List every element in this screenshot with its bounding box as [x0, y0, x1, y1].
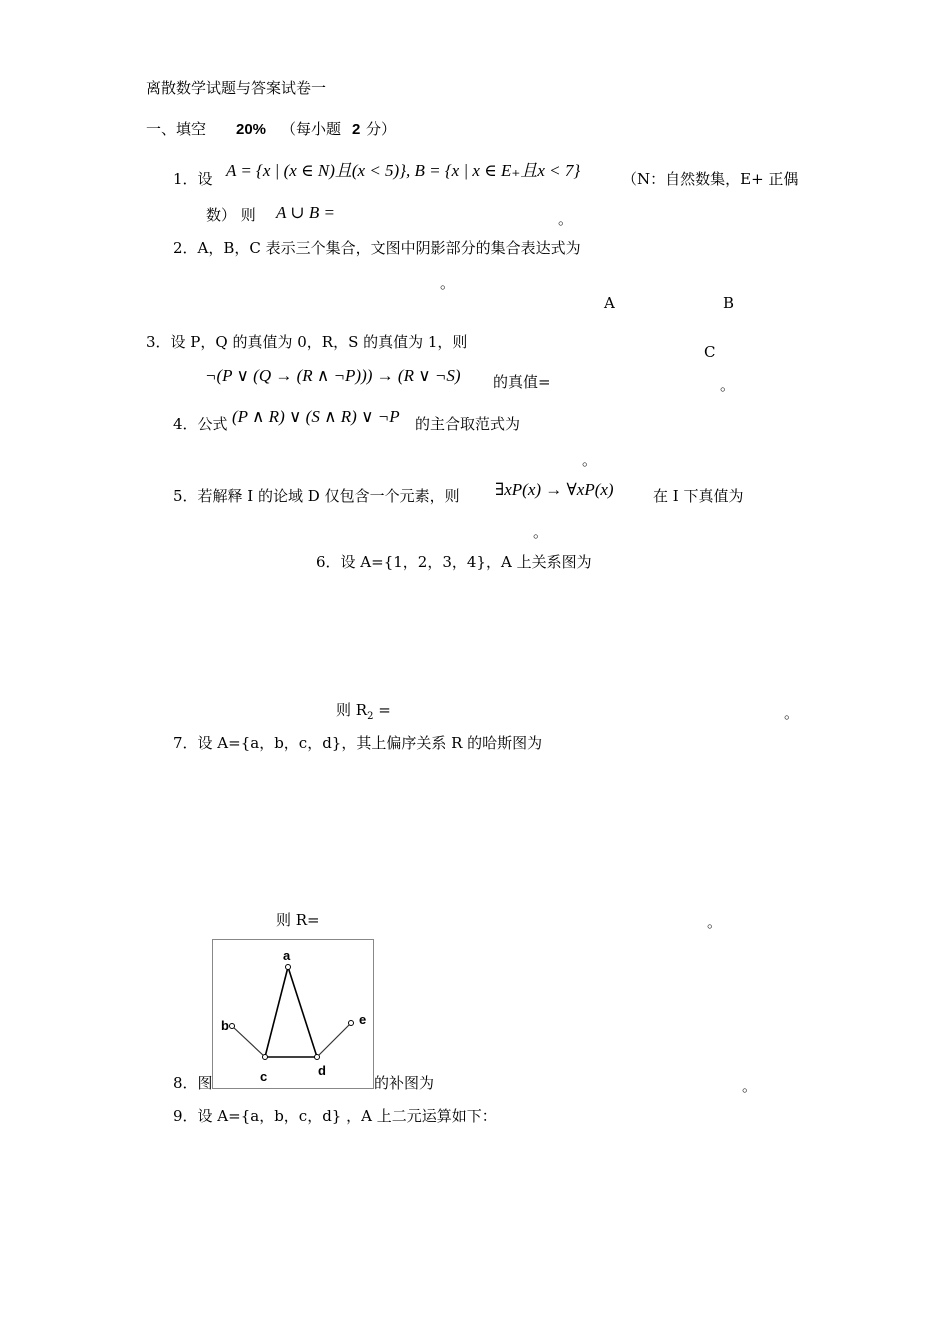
q6-r2 [336, 703, 391, 722]
node-e [349, 1021, 354, 1026]
question-9: 9．设 A={a，b，c，d} ，A 上二元运算如下： [173, 1107, 497, 1125]
q5-prefix: 5．若解释 I 的论域 D 仅包含一个元素，则 [173, 487, 460, 505]
q7-text: 7．设 A={a，b，c，d}，其上偏序关系 R 的哈斯图为 [173, 734, 543, 752]
q1-line2-formula: A ∪ B = [276, 203, 335, 222]
q1-end: 。 [558, 210, 574, 228]
q5-formula: ∃xP(x) → ∀xP(x) [495, 480, 614, 499]
q2-text: 2．A，B，C 表示三个集合，文图中阴影部分的集合表达式为 [173, 239, 581, 257]
q4-suffix: 的主合取范式为 [415, 415, 521, 433]
section-label: 一、填空 [146, 120, 207, 138]
q6-r2-eq: = [373, 701, 391, 719]
graph-frame [213, 940, 374, 1089]
node-label-e: e [359, 1012, 367, 1027]
q3-text: 3．设 P，Q 的真值为 0，R，S 的真值为 1，则 [146, 333, 468, 351]
q8-suffix: 的补图为 [374, 1074, 435, 1092]
section-note-num: 2 [352, 121, 361, 138]
node-d [315, 1055, 320, 1060]
document-title: 离散数学试题与答案试卷一 [146, 79, 327, 97]
node-label-c: c [260, 1069, 268, 1084]
venn-label-c: C [704, 343, 716, 361]
q1-line2-prefix: 数） 则 [206, 206, 256, 224]
section-note-open: （每小题 [281, 120, 342, 138]
q1-formula: A = {x | (x ∈ N)且(x < 5)}, B = {x | x ∈ E₊且x < 7} [226, 161, 581, 180]
q4-formula: (P ∧ R) ∨ (S ∧ R) ∨ ¬P [232, 407, 400, 426]
node-label-b: b [221, 1018, 229, 1033]
section-score: 20% [236, 121, 267, 138]
q3-end: 。 [720, 376, 736, 394]
q2-end: 。 [440, 274, 456, 292]
q6-text: 6．设 A={1，2，3，4}，A 上关系图为 [316, 553, 592, 571]
venn-label-b: B [723, 294, 735, 312]
q6-r2-prefix: 则 R [336, 701, 368, 719]
q1-number: 1．设 [173, 170, 213, 188]
node-a [286, 965, 291, 970]
q7-r-label: 则 R= [276, 911, 320, 929]
graph-figure [212, 939, 375, 1089]
q4-end: 。 [582, 451, 598, 469]
q7-end: 。 [707, 913, 723, 931]
q5-end: 。 [533, 523, 549, 541]
q3-suffix: 的真值= [493, 373, 551, 391]
q8-prefix: 8．图 [173, 1074, 213, 1092]
venn-label-a: A [604, 294, 615, 312]
q8-end: 。 [742, 1077, 758, 1095]
node-label-a: a [283, 948, 291, 963]
section-note-close: 分） [366, 120, 397, 138]
node-c [263, 1055, 268, 1060]
q4-prefix: 4．公式 [173, 415, 228, 433]
q5-suffix: 在 I 下真值为 [653, 487, 744, 505]
q3-formula: ¬(P ∨ (Q → (R ∧ ¬P))) → (R ∨ ¬S) [205, 366, 461, 385]
q1-note: （N：自然数集，E+ 正偶 [622, 170, 799, 188]
q6-r2-sub: 2 [367, 711, 374, 722]
node-b [230, 1024, 235, 1029]
q6-end: 。 [784, 704, 800, 722]
node-label-d: d [318, 1063, 326, 1078]
